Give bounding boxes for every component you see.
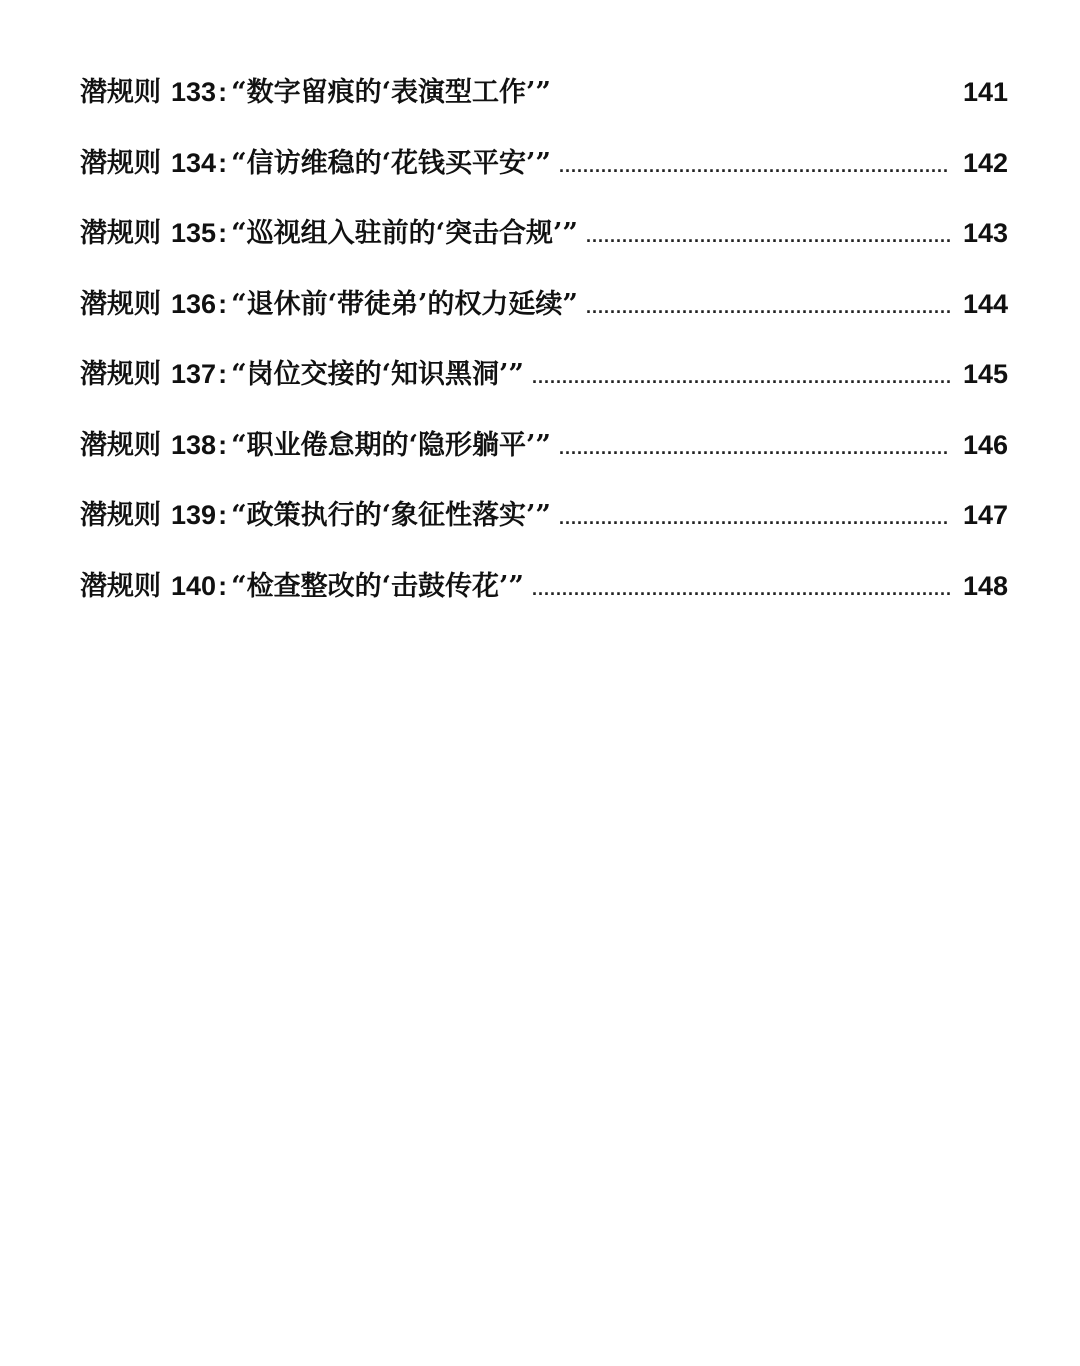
entry-number: 136 <box>171 288 217 319</box>
entry-prefix: 潜规则 <box>80 147 161 179</box>
dot-leader <box>559 156 950 177</box>
dot-leader <box>532 579 950 600</box>
entry-colon: : <box>218 429 228 460</box>
entry-colon: : <box>218 288 228 319</box>
entry-prefix: 潜规则 <box>80 77 161 108</box>
toc-entry-137[interactable] <box>80 352 1008 423</box>
entry-page-number: 146 <box>962 429 1008 460</box>
entry-page-number: 143 <box>962 218 1008 248</box>
dot-leader <box>532 367 950 388</box>
entry-title: “数字留痕的‘表演型工作’” <box>231 77 551 108</box>
entry-title: “信访维稳的‘花钱买平安’” <box>231 147 551 179</box>
entry-number: 133 <box>171 77 217 107</box>
entry-title: “检查整改的‘击鼓传花’” <box>231 570 524 602</box>
dot-leader <box>559 508 950 529</box>
dot-leader <box>586 226 950 247</box>
entry-number: 137 <box>171 359 217 389</box>
entry-title: “巡视组入驻前的‘突击合规’” <box>231 218 578 249</box>
entry-prefix: 潜规则 <box>80 288 161 320</box>
dot-leader <box>586 297 950 318</box>
entry-title: “职业倦怠期的‘隐形躺平’” <box>231 429 551 461</box>
dot-leader <box>559 438 950 459</box>
entry-colon: : <box>218 570 228 601</box>
table-of-contents <box>80 70 1008 634</box>
toc-entry-138[interactable] <box>80 423 1008 494</box>
entry-page-number: 148 <box>962 570 1008 601</box>
entry-title: “政策执行的‘象征性落实’” <box>231 500 551 531</box>
toc-entry-133[interactable] <box>80 70 1008 141</box>
entry-page-number: 147 <box>962 500 1008 530</box>
entry-page-number: 141 <box>962 77 1008 107</box>
entry-colon: : <box>218 359 228 389</box>
entry-page-number: 144 <box>962 288 1008 319</box>
entry-prefix: 潜规则 <box>80 570 161 602</box>
entry-number: 139 <box>171 500 217 530</box>
entry-prefix: 潜规则 <box>80 218 161 249</box>
toc-entry-134[interactable] <box>80 141 1008 212</box>
toc-entry-135[interactable] <box>80 211 1008 282</box>
entry-colon: : <box>218 77 228 107</box>
entry-colon: : <box>218 147 228 178</box>
entry-page-number: 145 <box>962 359 1008 389</box>
entry-page-number: 142 <box>962 147 1008 178</box>
entry-prefix: 潜规则 <box>80 500 161 531</box>
entry-title: “退休前‘带徒弟’的权力延续” <box>231 288 578 320</box>
entry-colon: : <box>218 500 228 530</box>
entry-number: 140 <box>171 570 217 601</box>
entry-colon: : <box>218 218 228 248</box>
entry-prefix: 潜规则 <box>80 359 161 390</box>
entry-number: 138 <box>171 429 217 460</box>
toc-entry-136[interactable] <box>80 282 1008 353</box>
entry-prefix: 潜规则 <box>80 429 161 461</box>
entry-number: 134 <box>171 147 217 178</box>
toc-entry-140[interactable] <box>80 564 1008 635</box>
entry-number: 135 <box>171 218 217 248</box>
entry-title: “岗位交接的‘知识黑洞’” <box>231 359 524 390</box>
toc-entry-139[interactable] <box>80 493 1008 564</box>
